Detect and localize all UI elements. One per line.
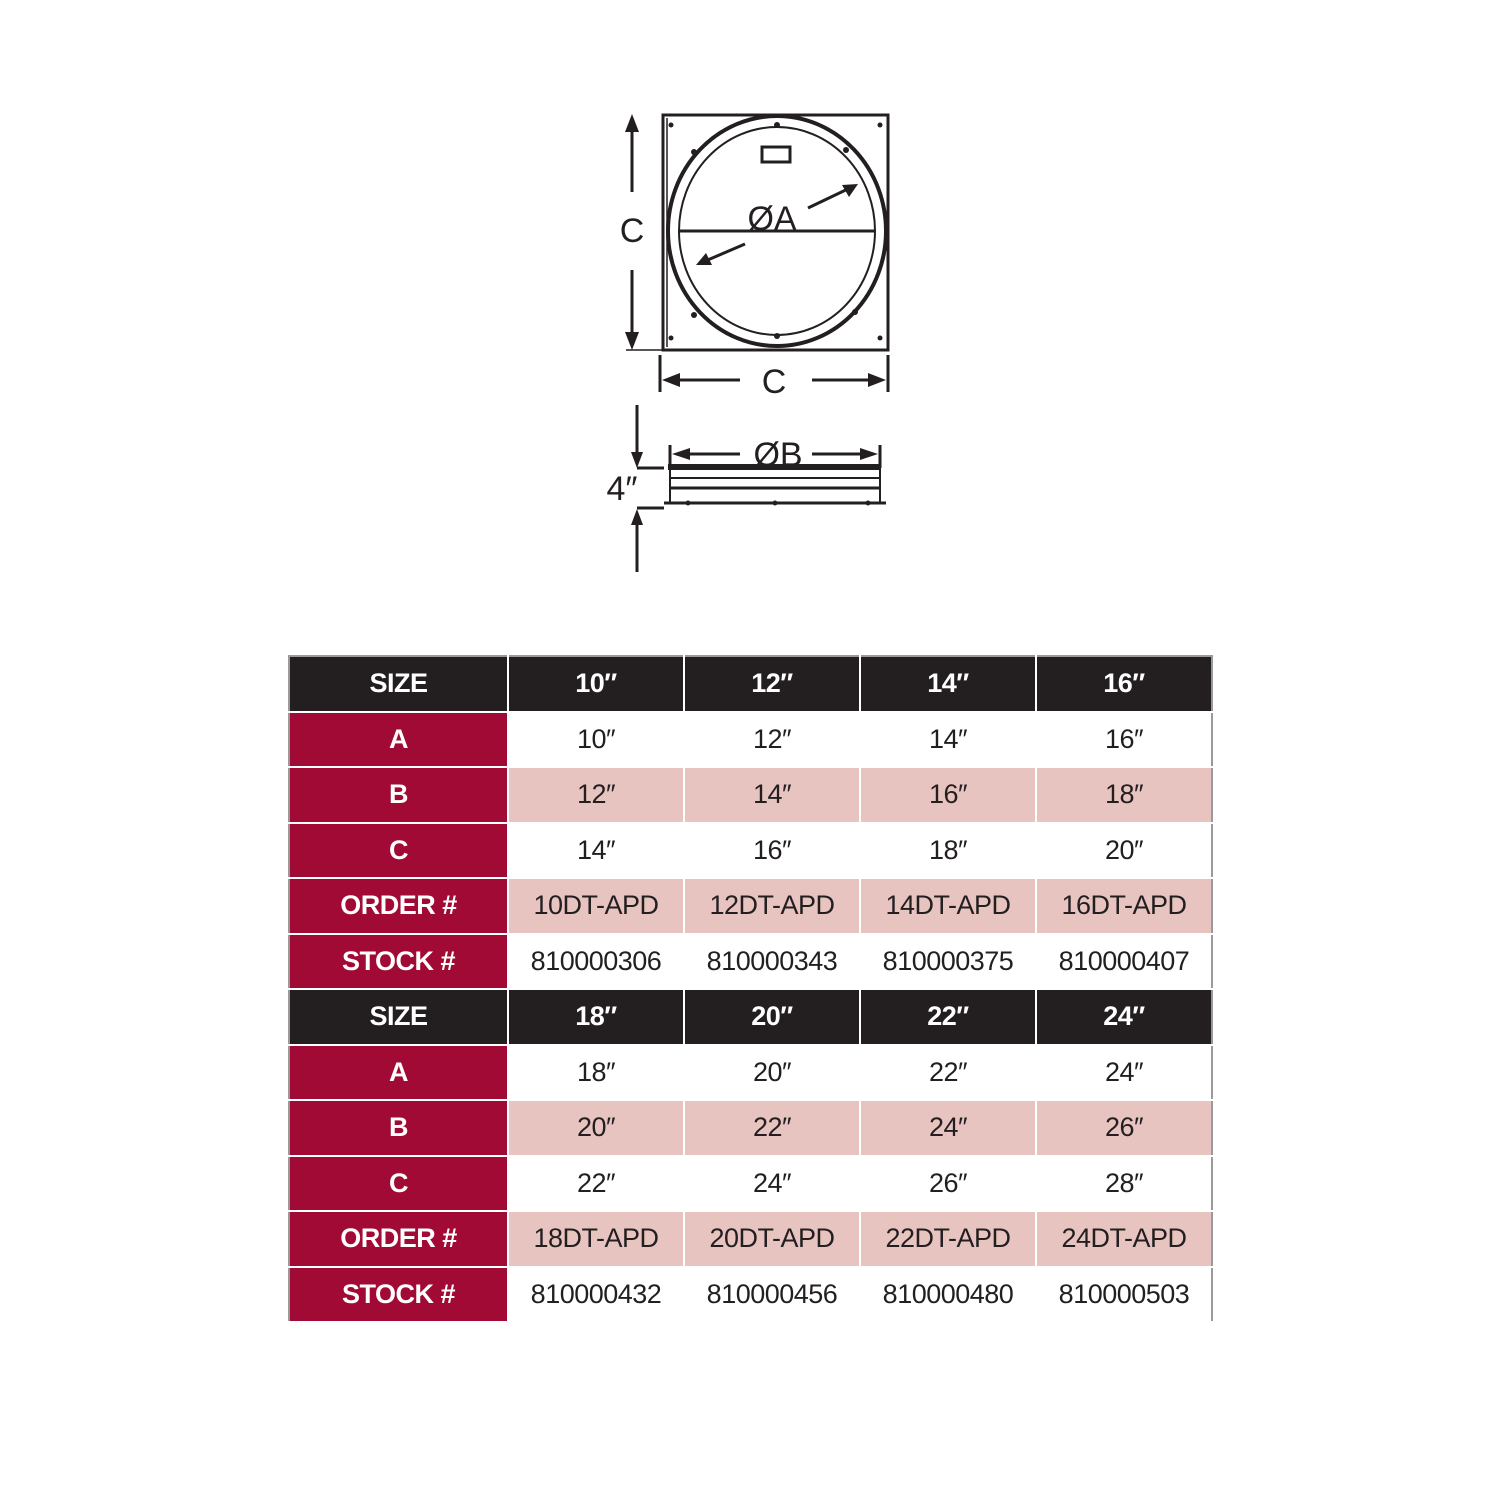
size-header-cell: 18″: [508, 989, 684, 1045]
table-cell: 810000432: [508, 1267, 684, 1323]
table-cell: 22DT-APD: [860, 1211, 1036, 1267]
size-header-cell: 10″: [508, 656, 684, 712]
table-cell: 24″: [860, 1100, 1036, 1156]
row-label: ORDER #: [289, 878, 508, 934]
dim-b-arrowhead-right: [860, 448, 878, 460]
row-label: B: [289, 1100, 508, 1156]
table-row: [289, 1100, 1212, 1156]
table-cell: 12″: [684, 712, 860, 768]
label-tab: [762, 147, 790, 162]
table-cell: 810000375: [860, 934, 1036, 990]
table-cell: 810000407: [1036, 934, 1212, 990]
dim-c-horizontal-arrowhead-right: [868, 373, 886, 387]
table-row: [289, 878, 1212, 934]
table-cell: 810000343: [684, 934, 860, 990]
table-cell: 20″: [1036, 823, 1212, 879]
table-row: [289, 712, 1212, 768]
size-header-cell: 14″: [860, 656, 1036, 712]
dim-4-top-arrowhead: [631, 452, 643, 468]
dim-c-vertical-arrowhead-top: [625, 114, 639, 132]
table-cell: 22″: [860, 1045, 1036, 1101]
table-cell: 20DT-APD: [684, 1211, 860, 1267]
table-cell: 16DT-APD: [1036, 878, 1212, 934]
technical-drawing: [0, 0, 1500, 640]
row-label: A: [289, 1045, 508, 1101]
size-header-row: [289, 989, 1212, 1045]
table-cell: 22″: [684, 1100, 860, 1156]
table-cell: 10″: [508, 712, 684, 768]
table-cell: 20″: [684, 1045, 860, 1101]
size-header-cell: 20″: [684, 989, 860, 1045]
table-row: [289, 767, 1212, 823]
dim-b-arrowhead-left: [672, 448, 690, 460]
row-label: C: [289, 1156, 508, 1212]
table-row: [289, 1267, 1212, 1323]
diameter-a-arrow-lower: [703, 244, 745, 262]
dim-4-label: 4″: [606, 470, 638, 508]
table-cell: 24″: [1036, 1045, 1212, 1101]
row-label: STOCK #: [289, 934, 508, 990]
table-cell: 26″: [1036, 1100, 1212, 1156]
table-cell: 22″: [508, 1156, 684, 1212]
table-cell: 12DT-APD: [684, 878, 860, 934]
size-header-cell: 16″: [1036, 656, 1212, 712]
size-header-cell: 12″: [684, 656, 860, 712]
dim-b-label: ØB: [753, 436, 803, 474]
table-row: [289, 1211, 1212, 1267]
size-header-row: [289, 656, 1212, 712]
side-body: [670, 469, 880, 503]
table-cell: 18″: [508, 1045, 684, 1101]
table-cell: 12″: [508, 767, 684, 823]
table-cell: 16″: [1036, 712, 1212, 768]
diameter-a-label: ØA: [747, 200, 797, 238]
size-header-label: SIZE: [289, 989, 508, 1045]
table-cell: 14DT-APD: [860, 878, 1036, 934]
table-cell: 20″: [508, 1100, 684, 1156]
top-view: [620, 114, 888, 401]
table-cell: 16″: [860, 767, 1036, 823]
size-header-cell: 22″: [860, 989, 1036, 1045]
table-cell: 18DT-APD: [508, 1211, 684, 1267]
row-label: STOCK #: [289, 1267, 508, 1323]
table-cell: 28″: [1036, 1156, 1212, 1212]
size-spec-table: [288, 655, 1213, 1323]
table-cell: 810000456: [684, 1267, 860, 1323]
table-cell: 26″: [860, 1156, 1036, 1212]
dim-4-bottom-arrowhead: [631, 509, 643, 525]
table-cell: 810000480: [860, 1267, 1036, 1323]
dim-c-vertical-arrowhead-bottom: [625, 332, 639, 350]
side-view: [607, 405, 886, 572]
size-header-cell: 24″: [1036, 989, 1212, 1045]
table-cell: 18″: [1036, 767, 1212, 823]
row-label: C: [289, 823, 508, 879]
row-label: ORDER #: [289, 1211, 508, 1267]
table-cell: 16″: [684, 823, 860, 879]
table-cell: 14″: [508, 823, 684, 879]
row-label: B: [289, 767, 508, 823]
table-row: [289, 1156, 1212, 1212]
dim-c-vertical-label: C: [619, 212, 645, 250]
table-cell: 810000503: [1036, 1267, 1212, 1323]
table-cell: 24″: [684, 1156, 860, 1212]
table-row: [289, 1045, 1212, 1101]
table-cell: 14″: [860, 712, 1036, 768]
table-cell: 10DT-APD: [508, 878, 684, 934]
dim-c-horizontal-label: C: [761, 363, 787, 401]
table-cell: 810000306: [508, 934, 684, 990]
table-cell: 24DT-APD: [1036, 1211, 1212, 1267]
table-row: [289, 934, 1212, 990]
size-header-label: SIZE: [289, 656, 508, 712]
table-cell: 14″: [684, 767, 860, 823]
table-cell: 18″: [860, 823, 1036, 879]
table-row: [289, 823, 1212, 879]
row-label: A: [289, 712, 508, 768]
dim-c-horizontal-arrowhead-left: [662, 373, 680, 387]
